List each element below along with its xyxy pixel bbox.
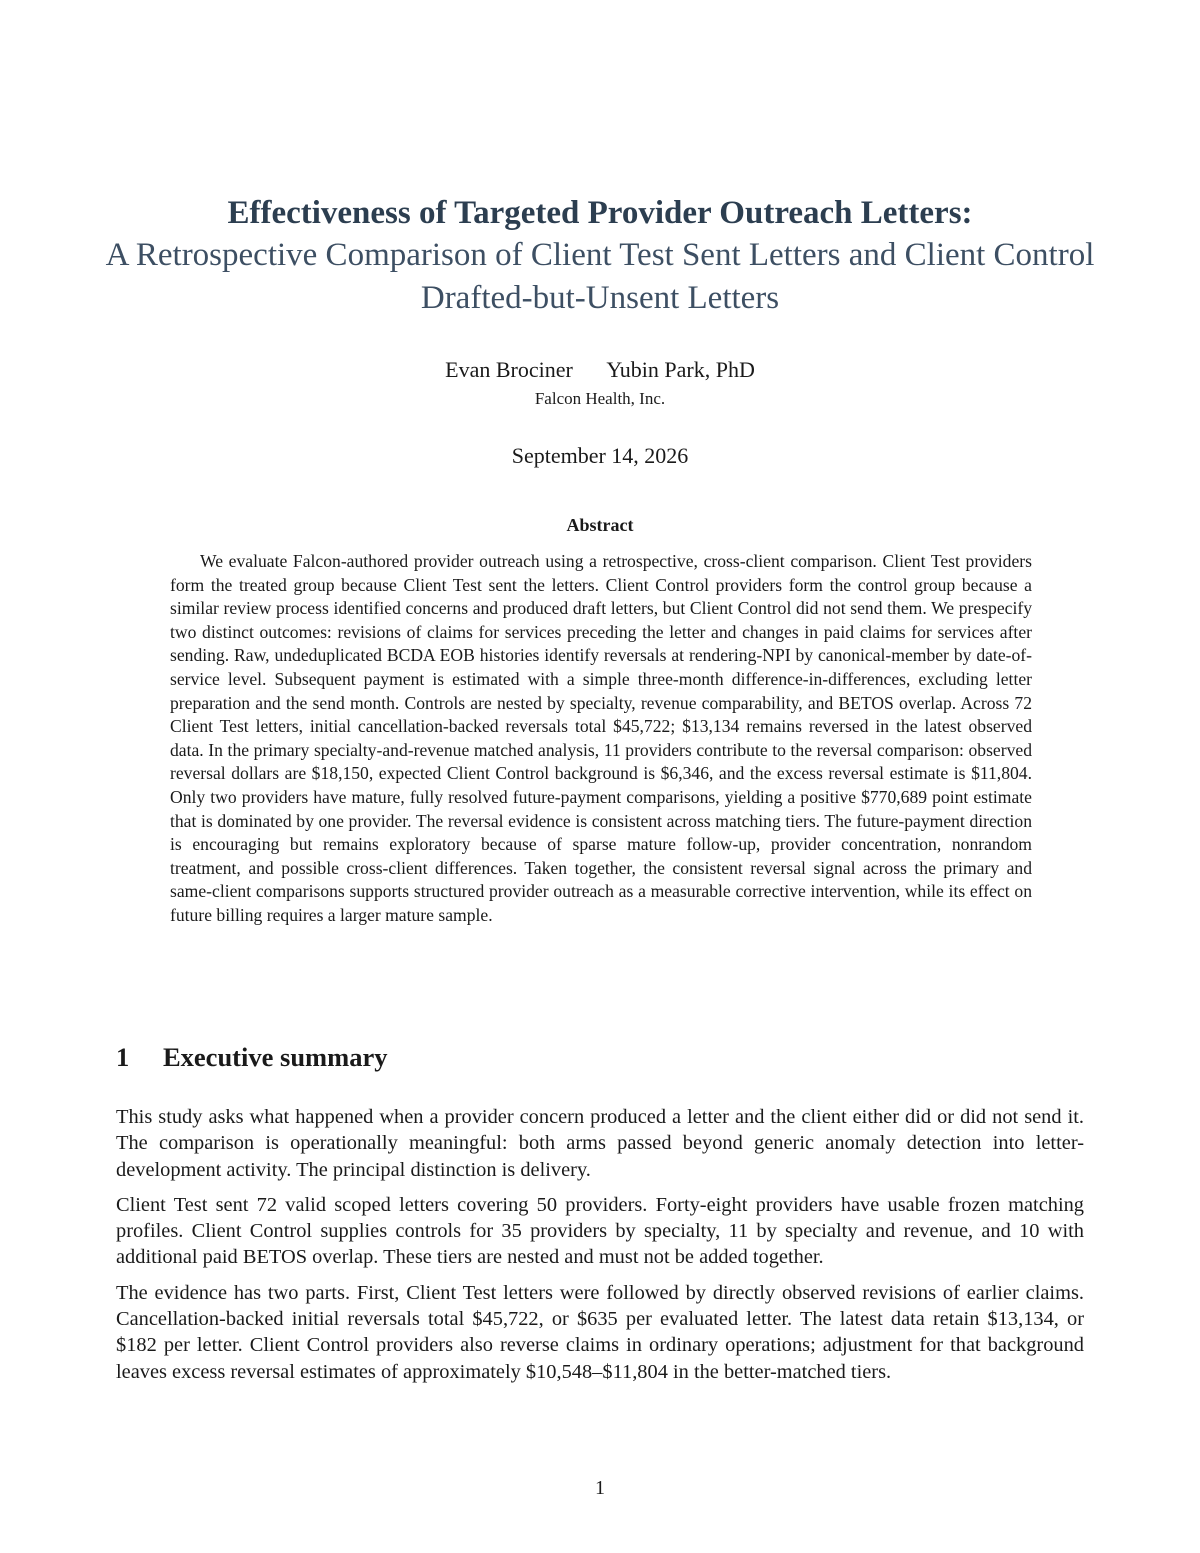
- title-block: [100, 192, 1100, 320]
- section-body: [116, 1104, 1084, 1394]
- page-number: 1: [595, 1477, 605, 1499]
- abstract-text: We evaluate Falcon-authored provider outreach using a retrospective, cross-client comparison. Client Test providers form the treated group because Client Test sent the letters. Client Control providers form the control group because a similar review process identified concerns and produced draft letters, but Client Control did not send them. We prespecify two distinct outcomes: revisions of claims for services preceding the letter and changes in paid claims for services after sending. Raw, undeduplicated BCDA EOB histories identify reversals at rendering-NPI by canonical-member by date-of-service level. Subsequent payment is estimated with a simple three-month difference-in-differences, excluding letter preparation and the send month. Controls are nested by specialty, revenue comparability, and BETOS overlap. Across 72 Client Test letters, initial cancellation-backed reversals total $45,722; $13,134 remains reversed in the latest observed data. In the primary specialty-and-revenue matched analysis, 11 providers contribute to the reversal comparison: observed reversal dollars are $18,150, expected Client Control background is $6,346, and the excess reversal estimate is $11,804. Only two providers have mature, fully resolved future-payment comparisons, yielding a positive $770,689 point estimate that is dominated by one provider. The reversal evidence is consistent across matching tiers. The future-payment direction is encouraging but remains exploratory because of sparse mature follow-up, provider concentration, nonrandom treatment, and possible cross-client differences. Taken together, the consistent reversal signal across the primary and same-client comparisons supports structured provider outreach as a measurable corrective intervention, while its effect on future billing requires a larger mature sample.: [170, 551, 1032, 925]
- body-paragraph: Client Test sent 72 valid scoped letters covering 50 providers. Forty-eight providers have usable frozen matching profiles. Client Control supplies controls for 35 providers by specialty, 11 by specialty and revenue, and 10 with additional paid BETOS overlap. These tiers are nested and must not be added together.: [116, 1193, 1084, 1269]
- body-paragraph: The evidence has two parts. First, Client Test letters were followed by directly observed revisions of earlier claims. Cancellation-backed initial reversals total $45,722, or $635 per evaluated letter. The latest data retain $13,134, or $182 per letter. Client Control providers also reverse claims in ordinary operations; adjustment for that background leaves excess reversal estimates of approximately $10,548–$11,804 in the better-matched tiers.: [116, 1281, 1084, 1383]
- section-title: Executive summary: [163, 1042, 388, 1072]
- section-heading: [116, 1040, 387, 1074]
- section-number: 1: [116, 1042, 130, 1072]
- paper-subtitle: A Retrospective Comparison of Client Test Sent Letters and Client Control Drafted-but-Unsent Letters: [105, 237, 1095, 316]
- paper-title: Effectiveness of Targeted Provider Outreach Letters:: [227, 195, 973, 231]
- publication-date: September 14, 2026: [511, 443, 689, 468]
- author-name: Evan Brociner: [445, 357, 573, 382]
- abstract-heading: Abstract: [566, 515, 634, 535]
- affiliation: Falcon Health, Inc.: [534, 389, 666, 408]
- author-list: [100, 356, 1100, 384]
- body-paragraph: This study asks what happened when a provider concern produced a letter and the client either did or did not send it. The comparison is operationally meaningful: both arms passed beyond generic anomaly detection into letter-development activity. The principal distinction is delivery.: [116, 1106, 1084, 1181]
- author-name: Yubin Park, PhD: [606, 357, 755, 382]
